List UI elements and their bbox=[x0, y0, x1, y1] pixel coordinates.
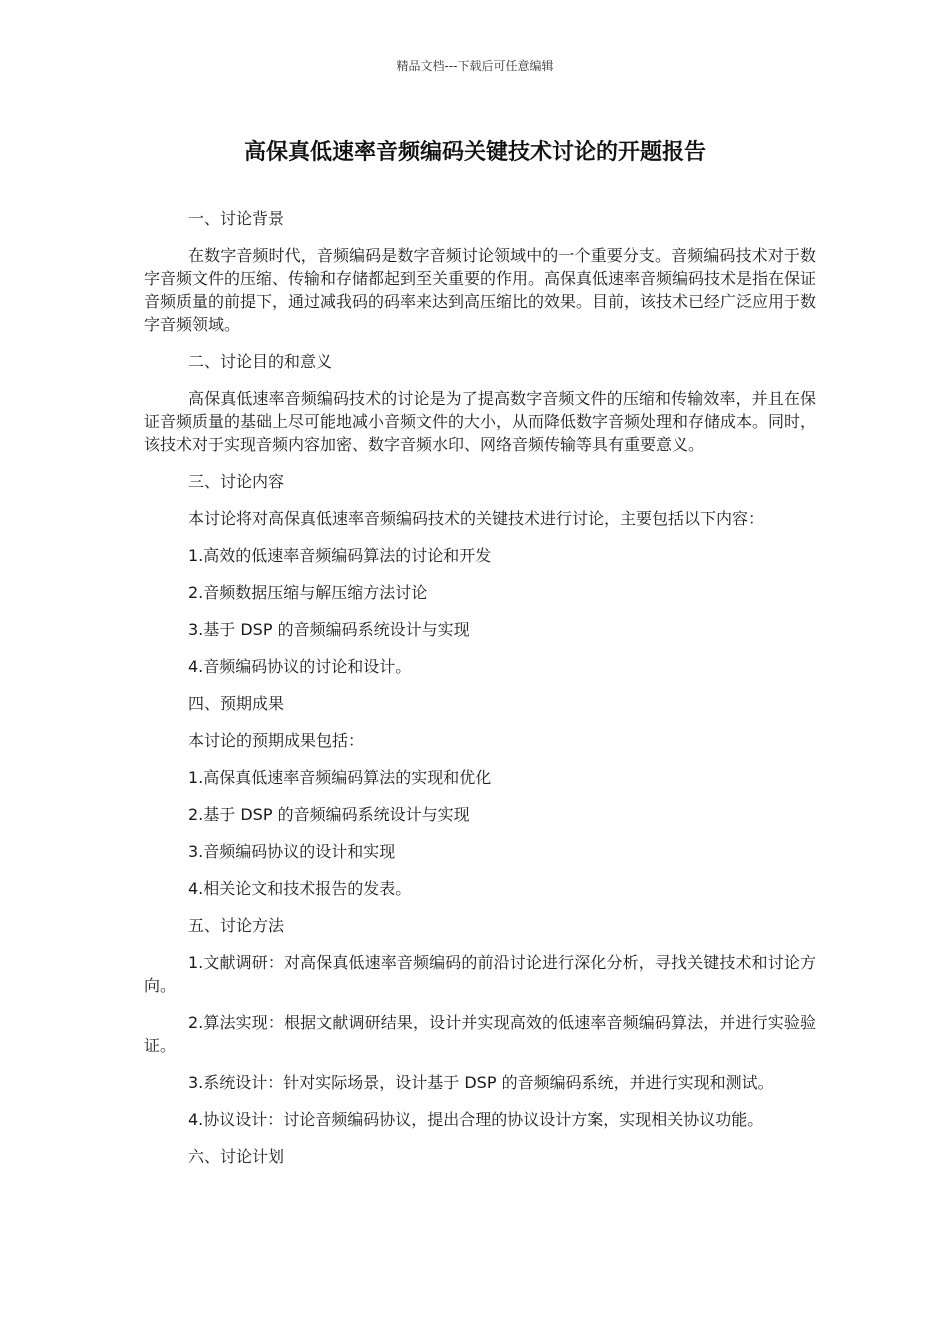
list-item-results-1: 1.高保真低速率音频编码算法的实现和优化 bbox=[188, 768, 492, 787]
paragraph-methods-2: 2.算法实现：根据文献调研结果，设计并实现高效的低速率音频编码算法，并进行实验验证。 bbox=[144, 1013, 816, 1055]
document-title: 高保真低速率音频编码关键技术讨论的开题报告 bbox=[243, 140, 706, 165]
section-heading-content: 三、讨论内容 bbox=[188, 472, 285, 491]
list-item-results-3: 3.音频编码协议的设计和实现 bbox=[188, 842, 396, 861]
section-heading-results: 四、预期成果 bbox=[188, 694, 285, 713]
paragraph-results-intro: 本讨论的预期成果包括： bbox=[188, 731, 365, 750]
paragraph-background: 在数字音频时代，音频编码是数字音频讨论领域中的一个重要分支。音频编码技术对于数字音频文件的压缩、传输和存储都起到至关重要的作用。高保真低速率音频编码技术是指在保证音频质量的前提下，通过减我码的码率来达到高压缩比的效果。目前，该技术已经广泛应用于数字音频领域。 bbox=[144, 246, 817, 334]
paragraph-methods-4: 4.协议设计：讨论音频编码协议，提出合理的协议设计方案，实现相关协议功能。 bbox=[188, 1110, 764, 1129]
section-heading-background: 一、讨论背景 bbox=[188, 209, 285, 228]
section-heading-methods: 五、讨论方法 bbox=[188, 916, 285, 935]
list-item-results-2: 2.基于 DSP 的音频编码系统设计与实现 bbox=[188, 805, 470, 824]
list-item-content-4: 4.音频编码协议的讨论和设计。 bbox=[188, 657, 412, 676]
list-item-results-4: 4.相关论文和技术报告的发表。 bbox=[188, 879, 412, 898]
document-body bbox=[144, 207, 816, 1182]
section-heading-purpose: 二、讨论目的和意义 bbox=[188, 352, 333, 371]
list-item-content-2: 2.音频数据压缩与解压缩方法讨论 bbox=[188, 583, 428, 602]
page-header-watermark: 精品文档---下载后可任意编辑 bbox=[396, 59, 554, 73]
paragraph-methods-1: 1.文献调研：对高保真低速率音频编码的前沿讨论进行深化分析，寻找关键技术和讨论方向。 bbox=[144, 953, 816, 995]
paragraph-purpose: 高保真低速率音频编码技术的讨论是为了提高数字音频文件的压缩和传输效率，并且在保证音频质量的基础上尽可能地减小音频文件的大小，从而降低数字音频处理和存储成本。同时，该技术对于实现音频内容加密、数字音频水印、网络音频传输等具有重要意义。 bbox=[144, 389, 817, 454]
paragraph-content-intro: 本讨论将对高保真低速率音频编码技术的关键技术进行讨论，主要包括以下内容： bbox=[188, 509, 765, 528]
section-heading-plan: 六、讨论计划 bbox=[188, 1147, 285, 1166]
paragraph-methods-3: 3.系统设计：针对实际场景，设计基于 DSP 的音频编码系统，并进行实现和测试。 bbox=[188, 1073, 774, 1092]
list-item-content-3: 3.基于 DSP 的音频编码系统设计与实现 bbox=[188, 620, 470, 639]
list-item-content-1: 1.高效的低速率音频编码算法的讨论和开发 bbox=[188, 546, 492, 565]
